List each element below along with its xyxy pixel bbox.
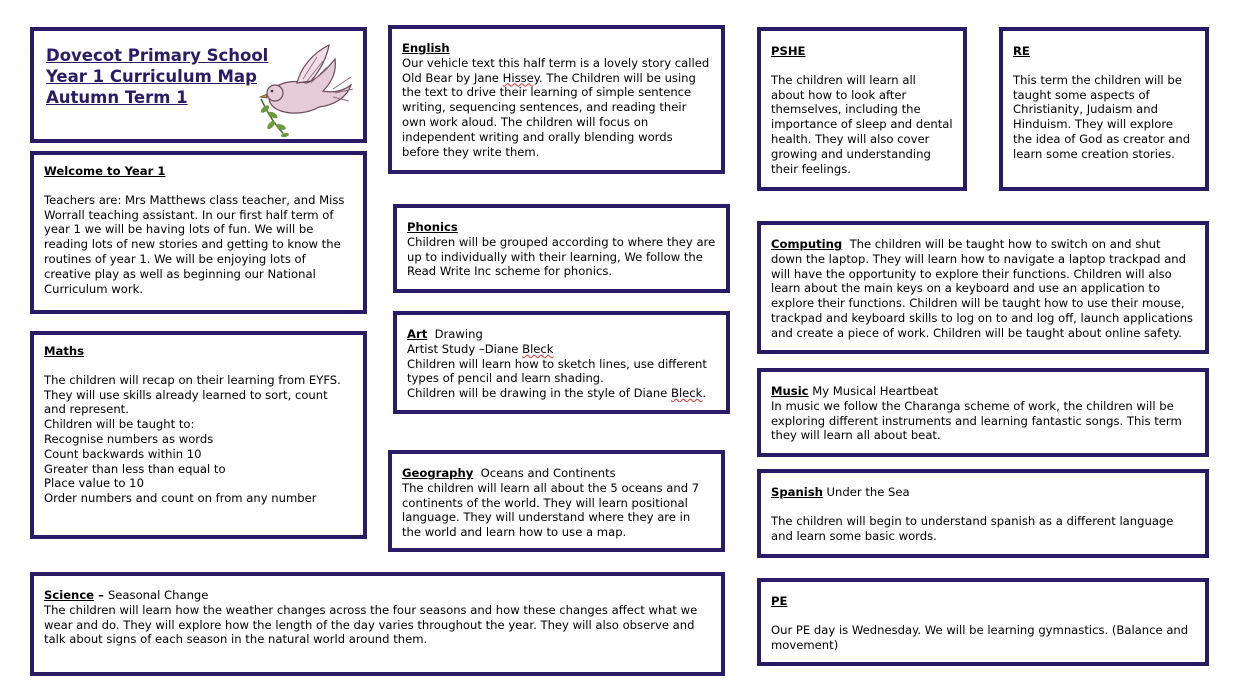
- pshe-box: [757, 27, 967, 191]
- maths-line: Recognise numbers as words: [44, 431, 214, 446]
- pshe-heading: PSHE: [771, 44, 806, 58]
- maths-line: Order numbers and count on from any number: [44, 491, 317, 506]
- science-body: The children will learn how the weather changes across the four seasons and how these changes affect what we wear and do. They will explore how the length of the day varies throughout the year. They will also observe and talk about signs of each season in the natural world around them.: [44, 602, 698, 647]
- art-box: [393, 311, 730, 414]
- term-title: Autumn Term 1: [46, 88, 188, 107]
- re-heading: RE: [1013, 44, 1030, 58]
- english-heading: English: [402, 41, 450, 55]
- maths-line: Greater than less than equal to: [44, 461, 226, 476]
- computing-heading: Computing: [771, 237, 843, 251]
- welcome-heading: Welcome to Year 1: [44, 164, 166, 178]
- maths-line: Count backwards within 10: [44, 446, 202, 461]
- dove-with-olive-branch-icon: [251, 39, 355, 139]
- re-box: [999, 27, 1209, 191]
- computing-box: [757, 221, 1209, 354]
- pshe-body: The children will learn all about how to look after themselves, including the importance of sleep and dental health. They will also cover growing and understanding their feelings.: [771, 72, 953, 176]
- maths-intro: The children will recap on their learning from EYFS. They will use skills already learned to sort, count and represent.: [44, 372, 341, 417]
- pe-heading: PE: [771, 594, 788, 608]
- spanish-box: [757, 469, 1209, 558]
- geography-body: The children will learn all about the 5 oceans and 7 continents of the world. They will learn positional language. They will understand where they are in the world and learn how to use a map.: [402, 480, 700, 540]
- computing-body: The children will be taught how to switch on and shut down the laptop. They will learn how to navigate a laptop trackpad and will have the opportunity to explore their functions. Children will also learn about the main keys on a keyboard and use an application to explore their functions. Children will be taught how to use their mouse, trackpad and keyboard skills to log on to and log off, launch applications and create a piece of work. Children will be taught about online safety.: [771, 237, 1193, 340]
- maths-line: Children will be taught to:: [44, 417, 195, 432]
- re-body: This term the children will be taught some aspects of Christianity, Judaism and Hinduism. They will explore the idea of God as creator and learn some creation stories.: [1013, 72, 1191, 161]
- science-dash: –: [94, 588, 108, 602]
- geography-heading: Geography: [402, 466, 474, 480]
- curriculum-map-title: Year 1 Curriculum Map: [46, 67, 257, 86]
- maths-heading: Maths: [44, 344, 85, 358]
- geography-box: [388, 450, 725, 552]
- english-body: Our vehicle text this half term is a lovely story called Old Bear by Jane Hissey. The Children will be using the text to drive their learning of simple sentence writing, sequencing sentences, and reading their own work aloud. The children will focus on independent writing and orally blending words before they write them.: [402, 55, 710, 159]
- school-name: Dovecot Primary School: [46, 46, 269, 65]
- spanish-subtitle: Under the Sea: [826, 485, 910, 499]
- phonics-box: [393, 204, 730, 293]
- welcome-body: Teachers are: Mrs Matthews class teacher, and Miss Worrall teaching assistant. In our first half term of year 1 we will be having lots of fun. We will be reading lots of new stories and getting to know the routines of year 1. We will be enjoying lots of creative play as well as beginning our National Curriculum work.: [44, 192, 345, 296]
- pe-box: [757, 578, 1209, 666]
- spanish-heading: Spanish: [771, 485, 823, 499]
- art-subtitle: Drawing: [434, 327, 483, 341]
- geography-subtitle: Oceans and Continents: [480, 466, 616, 480]
- phonics-body: Children will be grouped according to where they are up to individually with their learning, We follow the Read Write Inc scheme for phonics.: [407, 234, 716, 279]
- art-line: Children will be drawing in the style of Diane Bleck.: [407, 386, 707, 401]
- english-box: [388, 25, 725, 174]
- science-subtitle: Seasonal Change: [107, 588, 209, 602]
- art-line: Artist Study –Diane Bleck: [407, 341, 554, 356]
- science-heading: Science: [44, 588, 95, 602]
- science-box: [30, 572, 725, 676]
- phonics-heading: Phonics: [407, 220, 458, 234]
- music-box: [757, 368, 1209, 457]
- maths-box: [30, 331, 367, 539]
- welcome-box: [30, 151, 367, 314]
- music-body: In music we follow the Charanga scheme of work, the children will be exploring different instruments and learning fantastic songs. This term they will learn all about beat.: [771, 398, 1182, 443]
- music-heading: Music: [771, 384, 809, 398]
- art-line: Children will learn how to sketch lines, use different types of pencil and learn shading.: [407, 356, 707, 386]
- spanish-body: The children will begin to understand spanish as a different language and learn some basic words.: [771, 513, 1174, 543]
- maths-line: Place value to 10: [44, 476, 144, 491]
- pe-body: Our PE day is Wednesday. We will be learning gymnastics. (Balance and movement): [771, 622, 1189, 652]
- header-box: [30, 27, 367, 143]
- music-subtitle: My Musical Heartbeat: [812, 384, 939, 398]
- art-heading: Art: [407, 327, 428, 341]
